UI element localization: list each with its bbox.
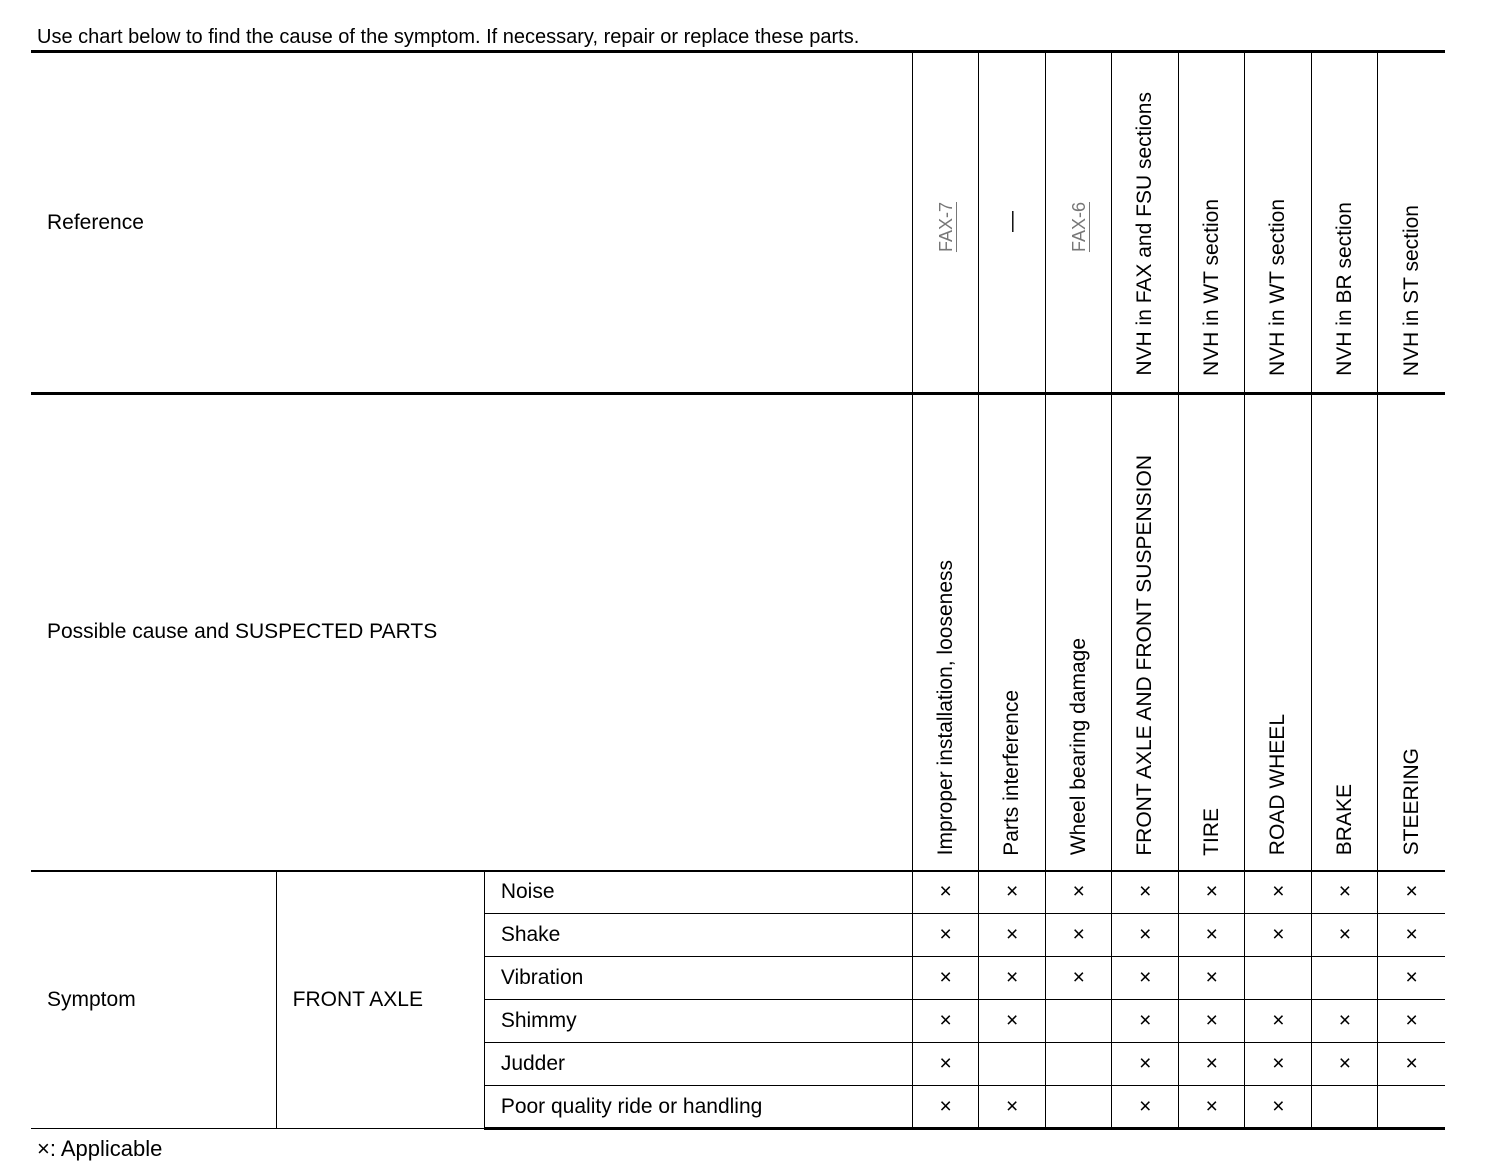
applicable-mark: × — [979, 914, 1046, 957]
cause-cell-4 — [1112, 394, 1179, 871]
cause-label: ROAD WHEEL — [1266, 714, 1290, 856]
applicable-mark: × — [979, 957, 1046, 1000]
applicable-mark: × — [1046, 957, 1112, 1000]
cause-cell-1 — [913, 394, 979, 871]
applicable-mark: × — [1179, 1000, 1245, 1043]
reference-cell-4 — [1112, 52, 1179, 394]
cause-cell-8 — [1378, 394, 1445, 871]
cause-label: Parts interference — [1000, 689, 1024, 856]
applicable-mark — [1046, 1043, 1112, 1086]
reference-cell-5 — [1179, 52, 1245, 394]
causes-label: Possible cause and SUSPECTED PARTS — [31, 394, 913, 871]
causes-row — [31, 394, 1445, 871]
symptom-name: Shimmy — [484, 1000, 912, 1043]
reference-dash: — — [1000, 211, 1024, 232]
cause-cell-2 — [979, 394, 1046, 871]
reference-cell-8 — [1378, 52, 1445, 394]
applicable-mark: × — [1312, 1000, 1378, 1043]
reference-cell-2 — [979, 52, 1046, 394]
applicable-mark: × — [913, 957, 979, 1000]
reference-cell-7 — [1312, 52, 1378, 394]
symptom-name: Vibration — [484, 957, 912, 1000]
applicable-mark: × — [1245, 1043, 1312, 1086]
intro-text: Use chart below to find the cause of the symptom. If necessary, repair or replace these parts. — [37, 26, 860, 48]
applicable-mark: × — [1179, 1043, 1245, 1086]
applicable-mark: × — [1378, 1000, 1445, 1043]
applicable-mark: × — [1046, 871, 1112, 914]
applicable-mark: × — [1112, 957, 1179, 1000]
symptom-name: Poor quality ride or handling — [484, 1086, 912, 1129]
reference-cell-3[interactable] — [1046, 52, 1112, 394]
cause-label: TIRE — [1199, 807, 1223, 856]
cause-label: BRAKE — [1332, 784, 1356, 856]
applicable-mark — [1245, 957, 1312, 1000]
applicable-mark: × — [913, 1043, 979, 1086]
applicable-mark: × — [1112, 1086, 1179, 1129]
table-row — [31, 871, 1445, 914]
applicable-mark: × — [1179, 871, 1245, 914]
applicable-mark — [1046, 1086, 1112, 1129]
applicable-mark: × — [1179, 914, 1245, 957]
applicable-mark: × — [1112, 914, 1179, 957]
applicable-mark: × — [1378, 957, 1445, 1000]
applicable-mark — [1312, 957, 1378, 1000]
applicable-mark: × — [1046, 914, 1112, 957]
symptom-name: Noise — [484, 871, 912, 914]
symptom-label: Symptom — [31, 871, 276, 1129]
applicable-mark: × — [1245, 1086, 1312, 1129]
symptom-name: Judder — [484, 1043, 912, 1086]
cause-label: FRONT AXLE AND FRONT SUSPENSION — [1133, 454, 1157, 856]
cause-label: Improper installation, looseness — [933, 560, 957, 856]
cause-cell-7 — [1312, 394, 1378, 871]
reference-text: NVH in WT section — [1199, 199, 1223, 376]
reference-text: NVH in WT section — [1266, 199, 1290, 376]
applicable-mark: × — [979, 1000, 1046, 1043]
applicable-mark: × — [1179, 957, 1245, 1000]
applicable-mark: × — [979, 1086, 1046, 1129]
reference-row — [31, 52, 1445, 394]
reference-cell-1[interactable] — [913, 52, 979, 394]
applicable-mark: × — [1378, 914, 1445, 957]
applicable-mark: × — [913, 1000, 979, 1043]
reference-text: NVH in ST section — [1399, 204, 1423, 376]
cause-cell-3 — [1046, 394, 1112, 871]
reference-text: NVH in BR section — [1332, 202, 1356, 376]
applicable-mark: × — [1112, 1000, 1179, 1043]
reference-link-fax-6[interactable]: FAX-6 — [1068, 201, 1089, 252]
reference-cell-6 — [1245, 52, 1312, 394]
symptom-chart — [31, 50, 1445, 1130]
cause-cell-6 — [1245, 394, 1312, 871]
applicable-mark: × — [979, 871, 1046, 914]
applicable-mark — [979, 1043, 1046, 1086]
applicable-mark: × — [913, 1086, 979, 1129]
legend-footnote: ×: Applicable — [37, 1136, 163, 1161]
applicable-mark: × — [913, 914, 979, 957]
applicable-mark — [1378, 1086, 1445, 1129]
reference-text: NVH in FAX and FSU sections — [1133, 92, 1157, 376]
applicable-mark: × — [913, 871, 979, 914]
applicable-mark: × — [1312, 1043, 1378, 1086]
applicable-mark: × — [1112, 1043, 1179, 1086]
applicable-mark: × — [1179, 1086, 1245, 1129]
reference-label: Reference — [31, 52, 913, 394]
group-label: FRONT AXLE — [276, 871, 484, 1129]
applicable-mark: × — [1112, 871, 1179, 914]
applicable-mark: × — [1312, 914, 1378, 957]
applicable-mark: × — [1378, 871, 1445, 914]
applicable-mark: × — [1378, 1043, 1445, 1086]
cause-cell-5 — [1179, 394, 1245, 871]
symptom-name: Shake — [484, 914, 912, 957]
applicable-mark: × — [1245, 871, 1312, 914]
cause-label: STEERING — [1399, 748, 1423, 856]
reference-link-fax-7[interactable]: FAX-7 — [935, 201, 956, 252]
applicable-mark — [1312, 1086, 1378, 1129]
applicable-mark: × — [1245, 914, 1312, 957]
applicable-mark — [1046, 1000, 1112, 1043]
cause-label: Wheel bearing damage — [1066, 638, 1090, 856]
applicable-mark: × — [1312, 871, 1378, 914]
applicable-mark: × — [1245, 1000, 1312, 1043]
